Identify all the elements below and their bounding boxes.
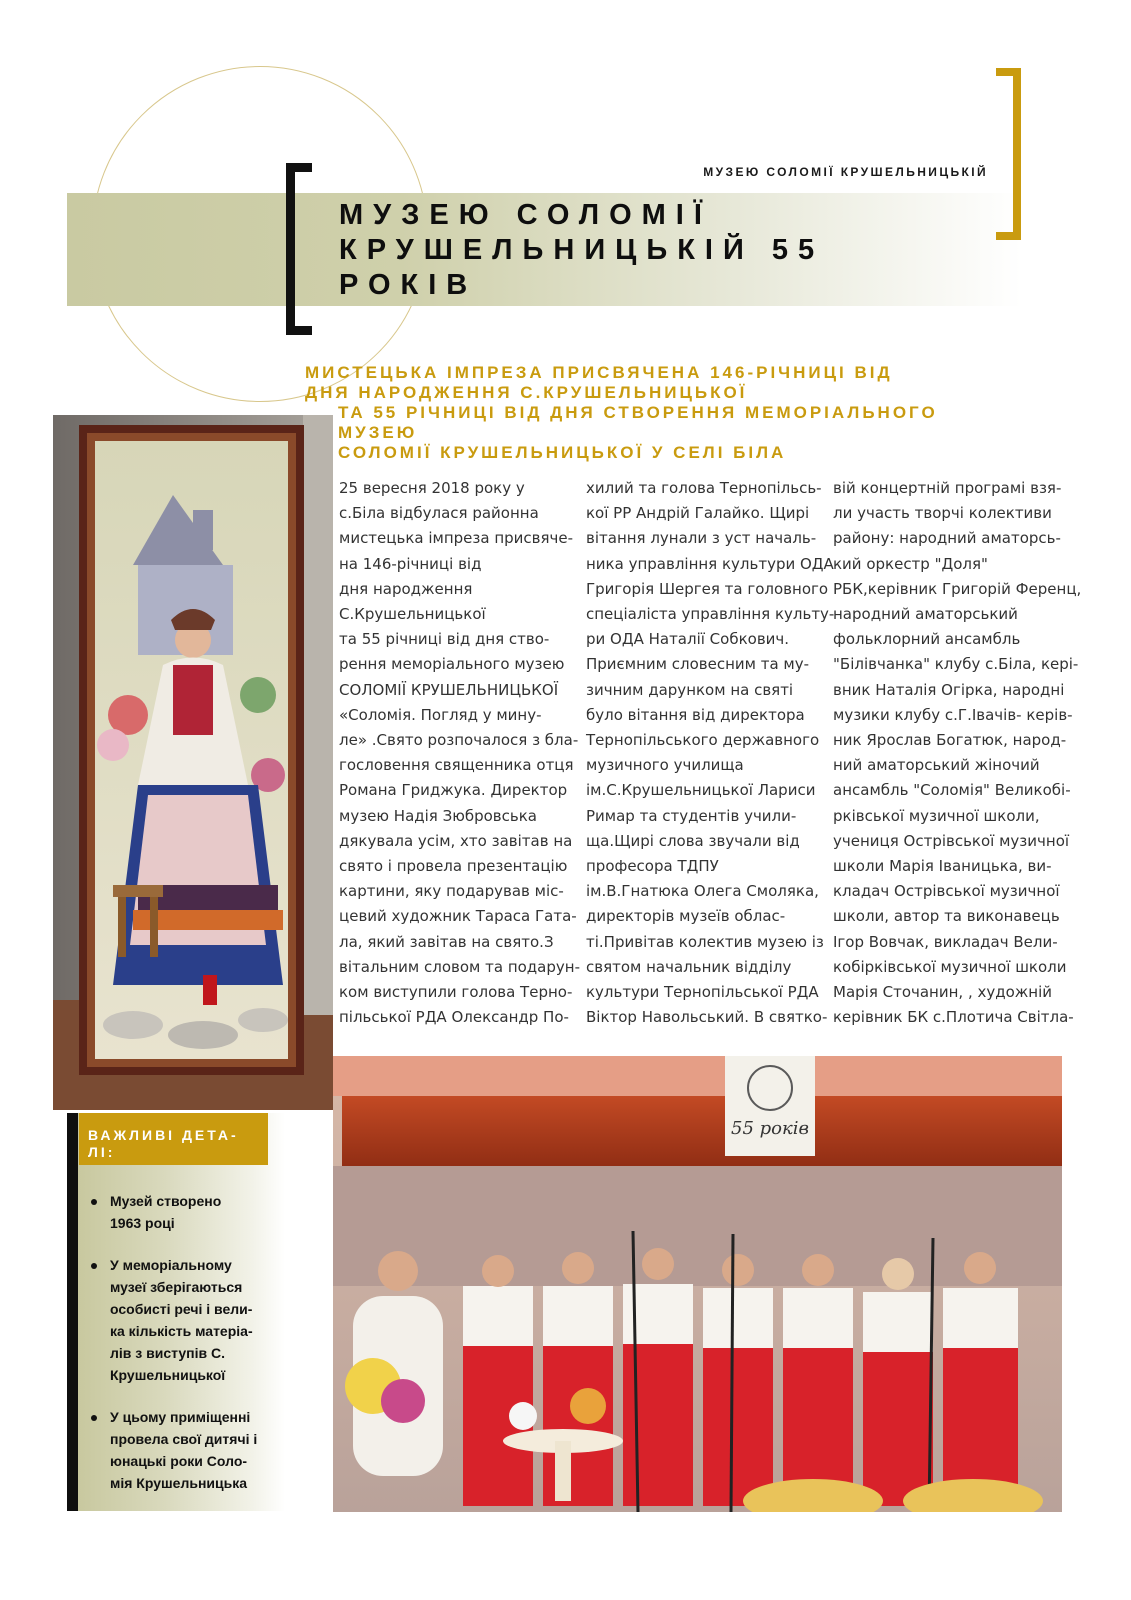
text-line: ім.С.Крушельницької Лариси [586,781,816,800]
text-line: ансамбль "Соломія" Великобі- [833,781,1071,800]
text-line: керівник БК с.Плотича Світла- [833,1008,1074,1027]
text-line: ті.Привітав колектив музею із [586,932,824,951]
text-line: хилий та голова Тернопільсь- [586,479,822,497]
text-line: пільської РДА Олександр По- [339,1008,569,1027]
list-item [88,1190,268,1234]
text-line: вник Наталія Огірка, народні [833,680,1065,699]
text-line: музики клубу с.Г.Івачів- керів- [833,705,1073,724]
list-item-line: ка кількість матеріа- [110,1323,253,1339]
header-kicker: МУЗЕЮ СОЛОМІЇ КРУШЕЛЬНИЦЬКІЙ [703,165,988,179]
text-line: рення меморіального музею [339,655,565,674]
text-line: зичним дарунком на святі [586,680,794,699]
sidebar-accent-bar [67,1113,78,1511]
text-line: району: народний аматорсь- [833,529,1061,548]
bullet-icon [91,1415,97,1421]
text-line: святом начальник відділу [586,957,792,976]
right-bracket [996,68,1021,240]
text-line: професора ТДПУ [586,857,719,876]
text-line: «Соломія. Погляд у мину- [339,705,542,724]
text-line: мистецька імпреза присвяче- [339,529,574,548]
text-line: Тернопільського державного [586,731,820,750]
text-line: ник Ярослав Богатюк, народ- [833,731,1067,750]
text-line: кий оркестр "Доля" [833,554,988,573]
text-line: 25 вересня 2018 року у [339,479,525,497]
text-line: музею Надія Зюбровська [339,806,537,825]
text-line: дякувала усім, хто завітав на [339,831,573,850]
text-line: ника управління культури ОДА [586,554,834,573]
list-item-line: Крушельницької [110,1367,226,1383]
text-line: ри ОДА Наталії Собкович. [586,630,790,649]
subheading-line: ТА 55 РІЧНИЦІ ВІД ДНЯ СТВОРЕННЯ МЕМОРІАЛЬНОГО [338,403,938,422]
subheading-line: МИСТЕЦЬКА ІМПРЕЗА ПРИСВЯЧЕНА 146-РІЧНИЦІ ВІД [305,363,893,382]
text-line: та 55 річниці від дня ство- [339,630,550,649]
text-line: дня народження [339,579,473,598]
list-item [88,1254,268,1386]
list-item-line: особисті речі і вели- [110,1301,253,1317]
text-line: кладач Острівської музичної [833,882,1060,901]
list-item-line: Музей створено [110,1193,222,1209]
choir-photo [333,1056,1062,1512]
text-line: вітальним словом та подарун- [339,957,580,976]
text-line: кої РР Андрій Галайко. Щирі [586,504,810,523]
text-line: школи, автор та виконавець [833,907,1060,926]
list-item-line: мія Крушельницька [110,1475,248,1491]
text-line: учениця Острівської музичної [833,831,1070,850]
text-line: було вітання від директора [586,705,805,724]
sidebar-list [88,1190,268,1514]
text-line: Приємним словесним та му- [586,655,810,674]
text-line: с.Біла відбулася районна [339,504,539,523]
text-column-2 [586,476,835,1030]
subheading-line: ДНЯ НАРОДЖЕННЯ С.КРУШЕЛЬНИЦЬКОЇ [305,383,748,402]
text-line: культури Тернопільської РДА [586,983,819,1002]
text-column-3 [833,476,1082,1030]
list-item-line: 1963 році [110,1215,175,1231]
text-line: ком виступили голова Терно- [339,983,573,1002]
text-line: директорів музеїв облас- [586,907,786,926]
text-line: спеціаліста управління культу- [586,605,835,624]
text-line: ща.Щирі слова звучали від [586,831,800,850]
banner-text: 55 років [731,1118,809,1139]
list-item-line: У цьому приміщенні [110,1409,251,1425]
text-line: Григорія Шергея та головного [586,579,829,598]
painting-photo [53,415,333,1110]
list-item-line: провела свої дитячі і [110,1431,258,1447]
article-subheading [305,363,1005,463]
list-item-line: лів з виступів С. [110,1345,225,1361]
title-line: КРУШЕЛЬНИЦЬКІЙ 55 [339,234,825,266]
text-line: Романа Гриджука. Директор [339,781,568,800]
page-title [339,198,899,303]
list-item-line: музеї зберігаються [110,1279,243,1295]
text-line: Віктор Навольський. В святко- [586,1008,828,1027]
subheading-line: МУЗЕЮ [338,423,418,442]
text-line: ле» .Свято розпочалося з бла- [339,731,579,750]
text-line: на 146-річниці від [339,554,482,573]
text-line: рківської музичної школи, [833,806,1040,825]
text-line: Римар та студентів учили- [586,806,797,825]
text-line: РБК,керівник Григорій Ференц, [833,579,1082,598]
text-line: вій концертній програмі взя- [833,479,1062,497]
sidebar-heading [79,1113,268,1165]
text-line: школи Марія Іваницька, ви- [833,857,1052,876]
title-line: РОКІВ [339,269,478,301]
list-item-line: У меморіальному [110,1257,232,1273]
text-line: ім.В.Гнатюка Олега Смоляка, [586,882,819,901]
text-line: ний аматорський жіночий [833,756,1040,775]
text-line: вітання лунали з уст началь- [586,529,817,548]
text-line: фольклорний ансамбль [833,630,1021,649]
text-line: свято і провела презентацію [339,857,568,876]
bullet-icon [91,1263,97,1269]
text-line: цевий художник Тараса Гата- [339,907,577,926]
text-line: ла, який завітав на свято.З [339,932,554,951]
left-bracket [286,163,312,335]
text-line: Ігор Вовчак, викладач Вели- [833,932,1058,951]
list-item-line: юнацькі роки Соло- [110,1453,248,1469]
text-line: народний аматорський [833,605,1018,624]
list-item [88,1406,268,1494]
sidebar-heading-line: ЛІ: [88,1144,116,1160]
text-line: ли участь творчі колективи [833,504,1052,523]
sidebar-heading-line: ВАЖЛИВІ ДЕТА- [88,1127,239,1143]
subheading-line: СОЛОМІЇ КРУШЕЛЬНИЦЬКОЇ У СЕЛІ БІЛА [338,443,787,462]
text-line: музичного училища [586,756,744,775]
text-line: СОЛОМІЇ КРУШЕЛЬНИЦЬКОЇ [339,680,559,699]
text-line: кобірківської музичної школи [833,957,1067,976]
text-line: гословення священника отця [339,756,574,775]
title-line: МУЗЕЮ СОЛОМІЇ [339,199,712,231]
bullet-icon [91,1199,97,1205]
text-line: С.Крушельницької [339,605,486,624]
text-column-1 [339,476,580,1030]
text-line: Марія Сточанин, , художній [833,983,1053,1002]
text-line: картини, яку подарував міс- [339,882,564,901]
text-line: "Білівчанка" клубу с.Біла, кері- [833,655,1079,674]
